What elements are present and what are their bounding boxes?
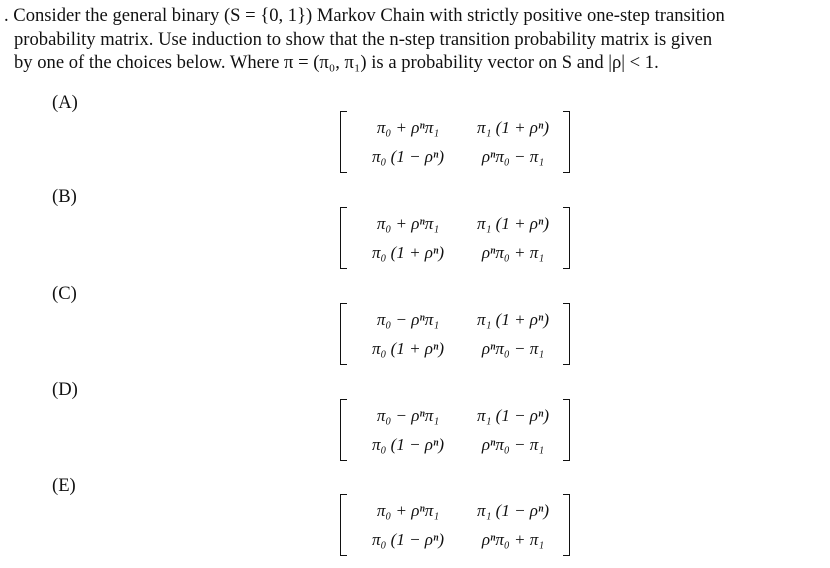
problem-line-1: . Consider the general binary (S = {0, 1}) Markov Chain with strictly positive one-step transition — [4, 5, 725, 26]
option-a-label: (A) — [52, 92, 78, 113]
matrix-cell-2-1: π₀ (1 − ρⁿ) — [372, 530, 444, 549]
option-c-matrix — [340, 303, 570, 365]
option-d-matrix — [340, 399, 570, 461]
matrix-left-bracket — [340, 111, 347, 173]
matrix-cell-2-2: ρⁿπ₀ + π₁ — [481, 243, 545, 262]
matrix-cell-2-1: π₀ (1 + ρⁿ) — [372, 243, 444, 262]
matrix-right-bracket — [563, 303, 570, 365]
option-d-label: (D) — [52, 379, 78, 400]
problem-statement — [4, 4, 826, 75]
matrix-cell-2-2: ρⁿπ₀ − π₁ — [481, 435, 545, 454]
matrix-right-bracket — [563, 207, 570, 269]
matrix-cell-1-1: π₀ − ρⁿπ₁ — [376, 310, 440, 329]
matrix-right-bracket — [563, 494, 570, 556]
matrix-cell-1-1: π₀ + ρⁿπ₁ — [376, 214, 440, 233]
matrix-cell-1-1: π₀ + ρⁿπ₁ — [376, 501, 440, 520]
matrix-cell-1-2: π₁ (1 + ρⁿ) — [477, 118, 549, 137]
matrix-cell-2-1: π₀ (1 + ρⁿ) — [372, 339, 444, 358]
option-b-matrix — [340, 207, 570, 269]
matrix-right-bracket — [563, 111, 570, 173]
problem-line-3: by one of the choices below. Where π = (π₀, π₁) is a probability vector on S and |ρ| < 1. — [14, 52, 659, 73]
matrix-cell-1-2: π₁ (1 + ρⁿ) — [477, 214, 549, 233]
matrix-right-bracket — [563, 399, 570, 461]
matrix-left-bracket — [340, 207, 347, 269]
option-e-label: (E) — [52, 475, 76, 496]
matrix-cell-2-2: ρⁿπ₀ + π₁ — [481, 530, 545, 549]
matrix-cell-2-1: π₀ (1 − ρⁿ) — [372, 147, 444, 166]
matrix-cell-1-1: π₀ + ρⁿπ₁ — [376, 118, 440, 137]
option-e-matrix — [340, 494, 570, 556]
matrix-cell-2-1: π₀ (1 − ρⁿ) — [372, 435, 444, 454]
matrix-cell-1-2: π₁ (1 − ρⁿ) — [477, 501, 549, 520]
problem-line-2: probability matrix. Use induction to show that the n-step transition probability matrix is given — [14, 28, 713, 50]
option-a-matrix — [340, 111, 570, 173]
matrix-cell-1-1: π₀ − ρⁿπ₁ — [376, 406, 440, 425]
matrix-cell-1-2: π₁ (1 + ρⁿ) — [477, 310, 549, 329]
matrix-left-bracket — [340, 399, 347, 461]
matrix-cell-2-2: ρⁿπ₀ − π₁ — [481, 147, 545, 166]
option-b-label: (B) — [52, 186, 77, 207]
option-c-label: (C) — [52, 283, 77, 304]
matrix-left-bracket — [340, 494, 347, 556]
matrix-left-bracket — [340, 303, 347, 365]
matrix-cell-2-2: ρⁿπ₀ − π₁ — [481, 339, 545, 358]
matrix-cell-1-2: π₁ (1 − ρⁿ) — [477, 406, 549, 425]
